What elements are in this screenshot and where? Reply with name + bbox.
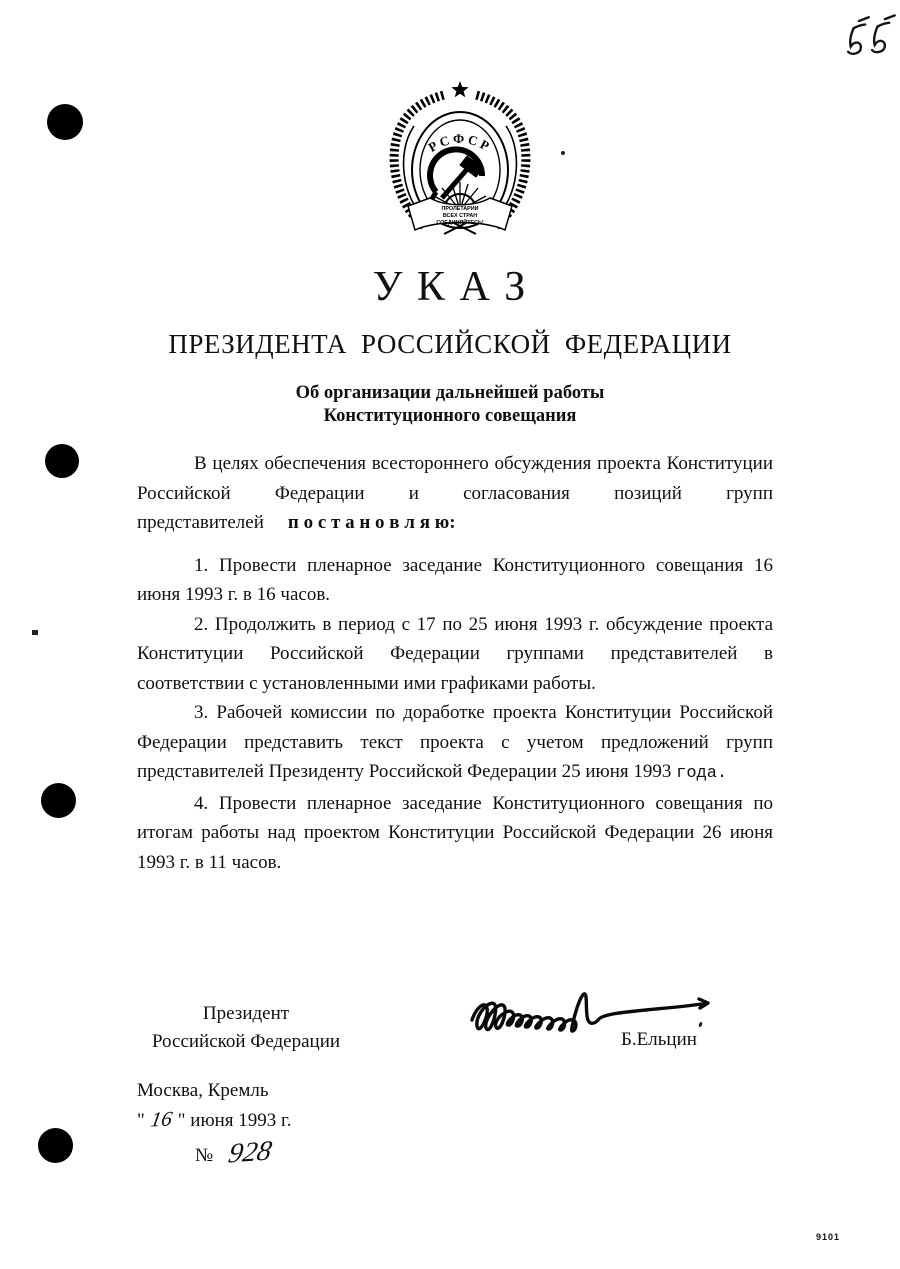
- handwritten-number: 928: [226, 1135, 275, 1170]
- decree-subject-line1: Об организации дальнейшей работы: [295, 383, 605, 403]
- signatory-name: Б.Ельцин: [621, 1029, 697, 1050]
- handwritten-day: 16: [148, 1106, 174, 1132]
- handwritten-55-icon: [837, 12, 900, 59]
- banner-motto-line3: СОЕДИНЯЙТЕСЬ!: [436, 220, 484, 226]
- rsfsr-emblem: [372, 80, 548, 238]
- decree-item-1: 1. Провести пленарное заседание Конституционного совещания 16 июня 1993 г. в 16 часов.: [137, 554, 773, 605]
- hole-punch-dot: [41, 783, 76, 818]
- signatory-title-line1: Президент: [202, 1003, 290, 1024]
- decree-subject-line2: Конституционного совещания: [323, 406, 577, 426]
- star-icon: [451, 81, 468, 97]
- scan-speck: [561, 151, 565, 155]
- date-close-quote: ": [177, 1110, 186, 1131]
- scan-speck: [32, 630, 38, 635]
- decree-issuer: ПРЕЗИДЕНТА РОССИЙСКОЙ ФЕДЕРАЦИИ: [168, 329, 732, 359]
- date-open-quote: ": [137, 1110, 145, 1131]
- decree-item-3-typed-word: года.: [676, 764, 728, 783]
- decree-subject: [0, 382, 900, 428]
- date-text: июня 1993 г.: [190, 1110, 292, 1131]
- number-line: [195, 1135, 291, 1170]
- decree-verb: п о с т а н о в л я ю:: [287, 512, 456, 533]
- hole-punch-dot: [38, 1128, 73, 1163]
- handwritten-page-number: [837, 12, 900, 59]
- yeltsin-signature-stroke: [472, 994, 708, 1031]
- decree-item-4: 4. Провести пленарное заседание Конституционного совещания по итогам работы над проектом Конституции Российской Федерации 26 июня 1993 г. в 11 часов.: [137, 792, 773, 873]
- place-line: Москва, Кремль: [137, 1080, 269, 1101]
- emblem-abbreviation-text: РСФСР: [425, 130, 495, 155]
- print-code: 9101: [816, 1232, 841, 1242]
- decree-item-3: [137, 698, 773, 789]
- decree-item-3-text: 3. Рабочей комиссии по доработке проекта Конституции Российской Федерации представить текст проекта с учетом предложений групп представителей Президенту Российской Федерации 25 июня 1993: [137, 702, 773, 782]
- decree-item-2: 2. Продолжить в период с 17 по 25 июня 1993 г. обсуждение проекта Конституции Российской Федерации группами представителей в соответствии с установленными ими графиками работы.: [137, 613, 773, 694]
- preamble-text: В целях обеспечения всестороннего обсуждения проекта Конституции Российской Федерации и согласования позиций групп представителей: [137, 453, 773, 533]
- decree-title: У К А З: [372, 264, 528, 310]
- decree-body: [137, 449, 773, 877]
- preamble-paragraph: [137, 449, 773, 538]
- signatory-title-line2: Российской Федерации: [151, 1031, 341, 1052]
- number-sign: №: [195, 1145, 214, 1166]
- hole-punch-dot: [47, 104, 83, 140]
- signatory-title: [137, 1000, 355, 1056]
- decree-footer: [137, 1077, 291, 1170]
- hole-punch-dot: [45, 444, 79, 478]
- date-line: [137, 1105, 291, 1135]
- banner-motto-line2: ВСЕХ СТРАН: [442, 213, 478, 219]
- banner-motto-line1: ПРОЛЕТАРИИ: [441, 206, 479, 212]
